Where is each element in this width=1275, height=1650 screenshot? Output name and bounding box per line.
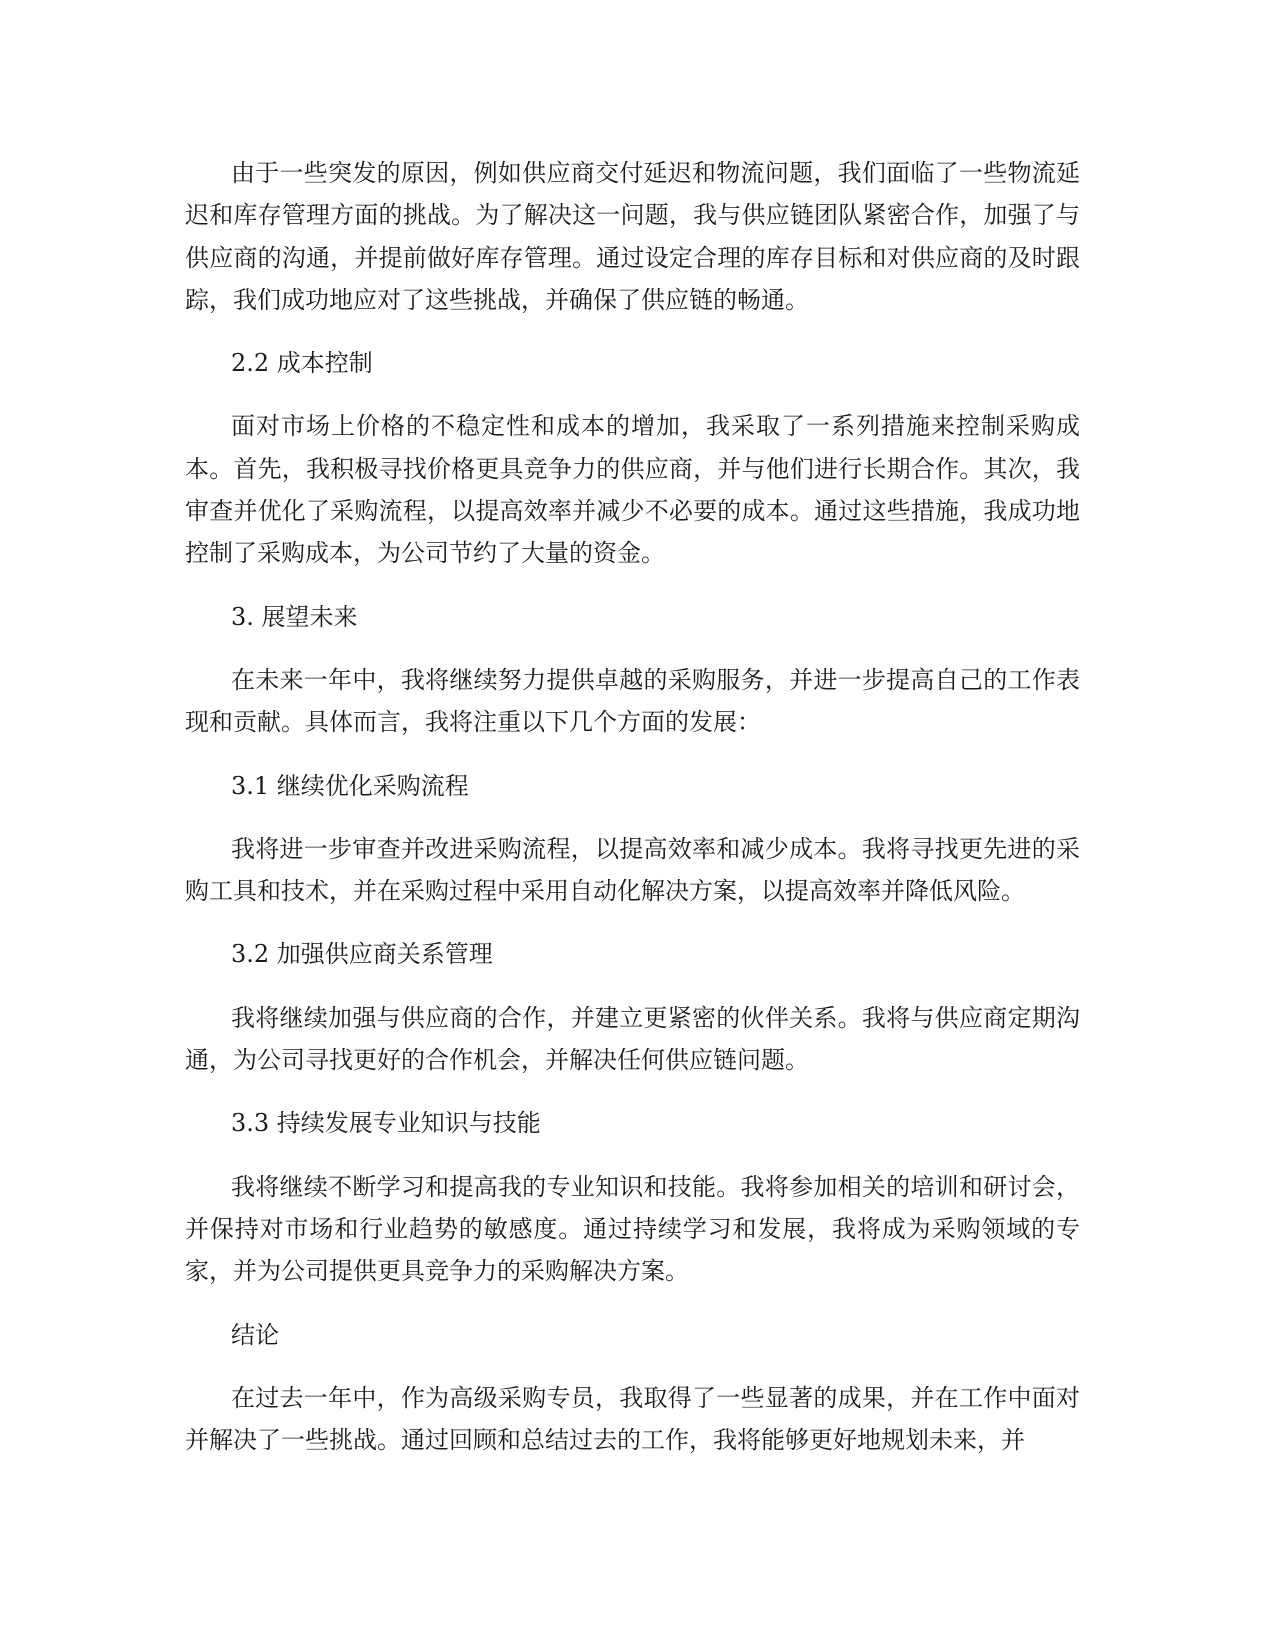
heading-supplier-relations: 3.2 加强供应商关系管理: [231, 940, 493, 969]
paragraph-cost-control: 面对市场上价格的不稳定性和成本的增加，我采取了一系列措施来控制采购成本。首先，我积极寻找价格更具竞争力的供应商，并与他们进行长期合作。其次，我审查并优化了采购流程，以提高效率并减少不必要的成本。通过这些措施，我成功地控制了采购成本，为公司节约了大量的资金。: [185, 412, 1080, 568]
heading-future-outlook: 3. 展望未来: [231, 602, 358, 631]
heading-optimize-procurement: 3.1 继续优化采购流程: [231, 771, 469, 800]
heading-professional-development: 3.3 持续发展专业知识与技能: [231, 1109, 541, 1138]
paragraph-professional-development: 我将继续不断学习和提高我的专业知识和技能。我将参加相关的培训和研讨会，并保持对市场和行业趋势的敏感度。通过持续学习和发展，我将成为采购领域的专家，并为公司提供更具竞争力的采购解决方案。: [185, 1172, 1080, 1286]
paragraph-logistics-challenges: 由于一些突发的原因，例如供应商交付延迟和物流问题，我们面临了一些物流延迟和库存管理方面的挑战。为了解决这一问题，我与供应链团队紧密合作，加强了与供应商的沟通，并提前做好库存管理。通过设定合理的库存目标和对供应商的及时跟踪，我们成功地应对了这些挑战，并确保了供应链的畅通。: [185, 159, 1080, 314]
paragraph-conclusion: 在过去一年中，作为高级采购专员，我取得了一些显著的成果，并在工作中面对并解决了一些挑战。通过回顾和总结过去的工作，我将能够更好地规划未来，并: [185, 1383, 1080, 1455]
paragraph-optimize-procurement: 我将进一步审查并改进采购流程，以提高效率和减少成本。我将寻找更先进的采购工具和技术，并在采购过程中采用自动化解决方案，以提高效率并降低风险。: [185, 834, 1080, 906]
heading-cost-control: 2.2 成本控制: [231, 349, 373, 378]
paragraph-supplier-relations: 我将继续加强与供应商的合作，并建立更紧密的伙伴关系。我将与供应商定期沟通，为公司寻找更好的合作机会，并解决任何供应链问题。: [185, 1003, 1080, 1075]
heading-conclusion: 结论: [231, 1320, 279, 1349]
paragraph-future-outlook: 在未来一年中，我将继续努力提供卓越的采购服务，并进一步提高自己的工作表现和贡献。具体而言，我将注重以下几个方面的发展：: [185, 665, 1080, 737]
